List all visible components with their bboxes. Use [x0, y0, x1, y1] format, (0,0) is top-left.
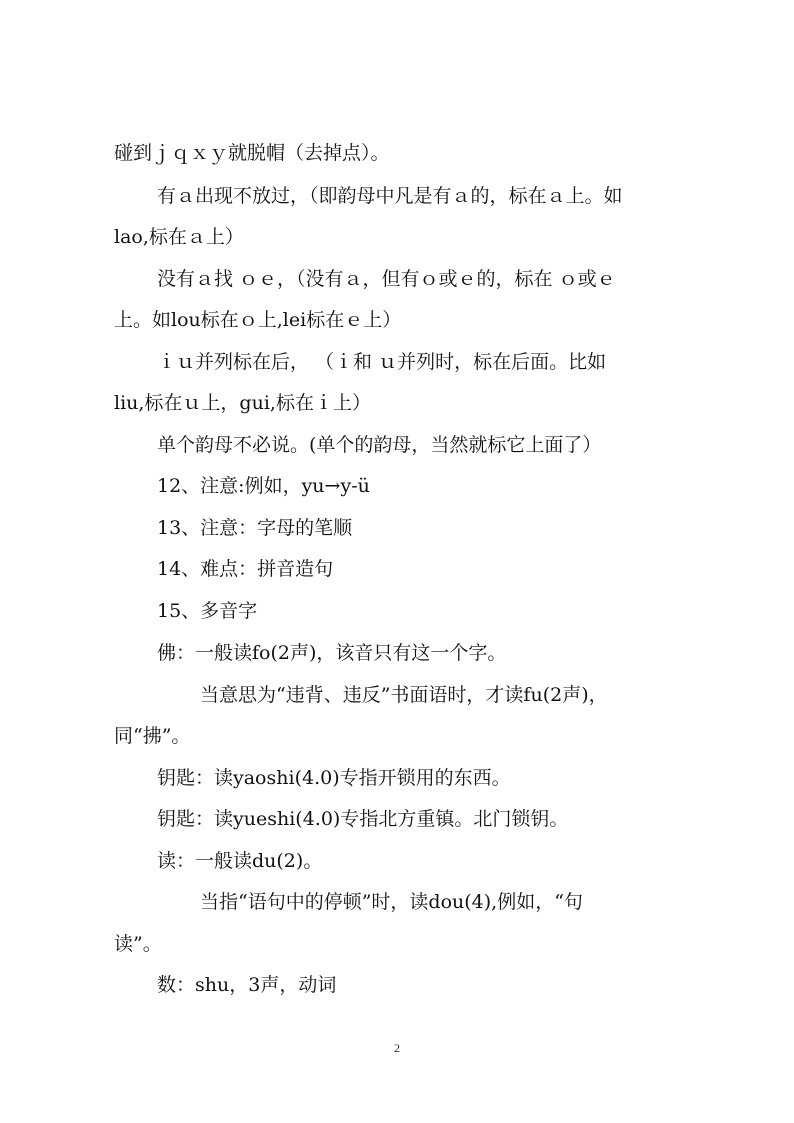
text-line: 钥匙：读yaoshi(4.0)专指开锁用的东西。 [157, 767, 511, 789]
text-line: 14、难点：拼音造句 [157, 558, 334, 580]
text-line: 同“拂”。 [114, 725, 191, 747]
text-line: 佛：一般读fo(2声)，该音只有这一个字。 [157, 642, 507, 664]
text-line: ｉｕ并列标在后， （ｉ和 ｕ并列时，标在后面。比如 [157, 351, 607, 373]
text-line: 当指“语句中的停顿”时，读dou(4),例如，“句 [200, 891, 583, 913]
text-line: 碰到ｊｑｘｙ就脱帽（去掉点）。 [114, 142, 390, 164]
text-line: 当意思为“违背、违反”书面语时，才读fu(2声)， [200, 684, 608, 706]
text-line: 数：shu，3声，动词 [157, 974, 337, 996]
text-line: 单个韵母不必说。(单个的韵母，当然就标它上面了） [157, 434, 602, 456]
text-line: 上。如lou标在ｏ上,lei标在ｅ上） [114, 309, 402, 331]
text-line: liu,标在ｕ上，gui,标在ｉ上） [114, 392, 371, 414]
text-line: 读：一般读du(2)。 [157, 850, 323, 872]
text-line: lao,标在ａ上） [114, 226, 244, 248]
text-line: 15、多音字 [157, 600, 258, 622]
text-line: 13、注意：字母的笔顺 [157, 517, 353, 539]
text-line: 读”。 [114, 933, 162, 955]
text-line: 没有ａ找 ｏｅ，（没有ａ，但有ｏ或ｅ的，标在 ｏ或ｅ [157, 268, 616, 290]
text-line: 钥匙：读yueshi(4.0)专指北方重镇。北门锁钥。 [157, 808, 569, 830]
text-line: 12、注意:例如，yu→y-ü [157, 475, 370, 497]
page-number: 2 [394, 1041, 400, 1055]
text-line: 有ａ出现不放过，（即韵母中凡是有ａ的，标在ａ上。如 [157, 185, 623, 207]
